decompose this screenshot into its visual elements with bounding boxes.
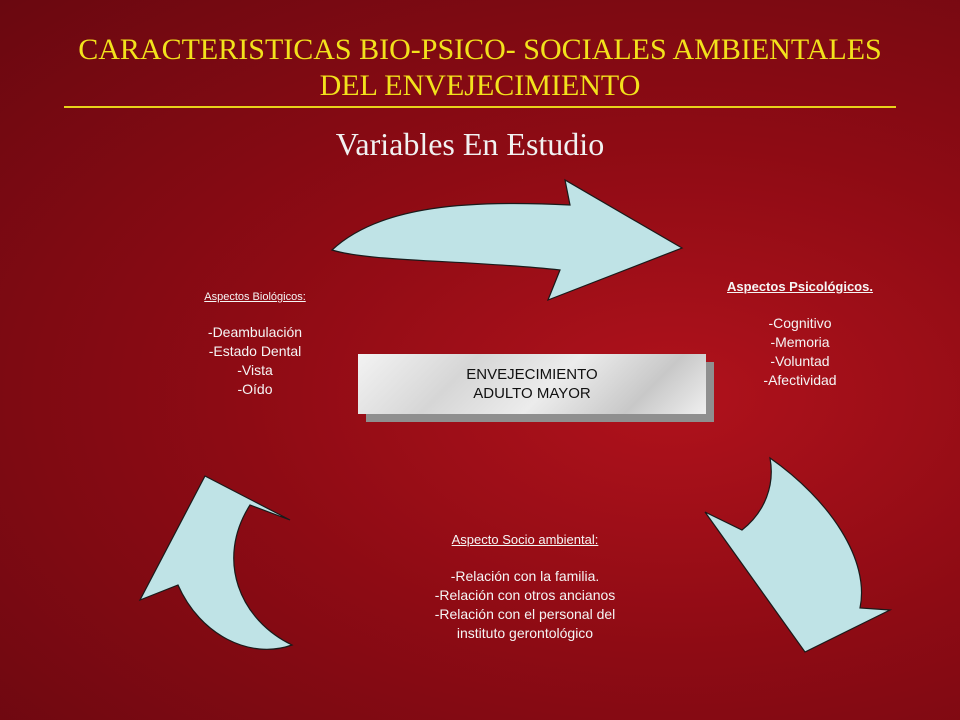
center-line-2: ADULTO MAYOR [473,385,591,402]
psicologicos-heading: Aspectos Psicológicos. [727,279,873,294]
title-line-1: CARACTERISTICAS BIO-PSICO- SOCIALES AMBIENTALES [78,33,882,66]
biologicos-heading: Aspectos Biológicos: [204,291,306,303]
biologicos-item: -Deambulación [207,324,303,340]
psicologicos-item: -Afectividad [763,372,837,388]
arrow-left-icon [140,476,292,649]
title-line-2: DEL ENVEJECIMIENTO [319,69,641,102]
arrow-right-icon [705,458,890,652]
socio-heading: Aspecto Socio ambiental: [451,532,599,547]
socio-item: -Relación con la familia. [450,568,600,584]
socio-item: -Relación con otros ancianos [434,587,616,603]
center-node [358,354,706,414]
biologicos-item: -Vista [237,362,273,378]
psicologicos-block [690,277,910,390]
biologicos-item: -Estado Dental [208,343,302,359]
center-line-1: ENVEJECIMIENTO [466,366,598,383]
psicologicos-item: -Memoria [770,334,830,350]
subtitle: Variables En Estudio [335,126,605,162]
biologicos-block [140,288,370,399]
socio-item: -Relación con el personal del [434,606,616,622]
socio-block [400,530,650,643]
socio-item: instituto gerontológico [456,625,594,641]
arrow-top-icon [332,180,682,300]
psicologicos-item: -Voluntad [770,353,830,369]
psicologicos-item: -Cognitivo [768,315,832,331]
biologicos-item: -Oído [237,381,273,397]
